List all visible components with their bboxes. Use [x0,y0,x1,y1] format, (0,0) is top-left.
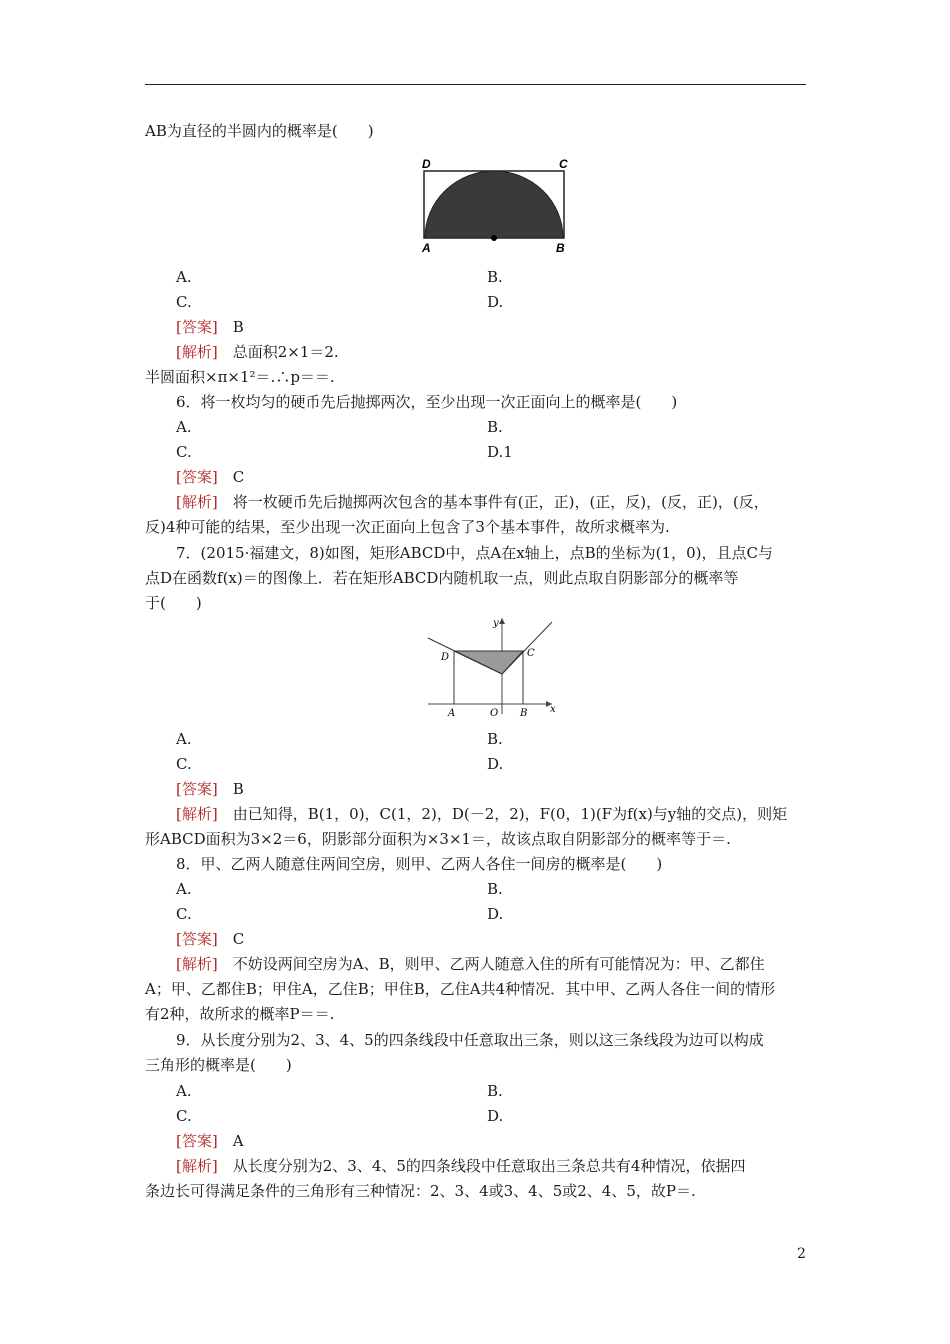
header-rule [145,84,806,85]
analysis-text: 由已知得，B(1，0)，C(1，2)，D(－2，2)，F(0，1)(F为f(x)与y轴的交点)，则矩 [232,805,788,823]
label-y: y [493,618,499,629]
analysis-tag: [解析] [176,955,218,973]
analysis-text: 不妨设两间空房为A、B，则甲、乙两人随意入住的所有可能情况为：甲、乙都住 [232,955,765,973]
answer-tag: [答案] [176,780,218,798]
q8-option-a: A. [176,880,192,898]
q8-analysis-line-2: A；甲、乙都住B；甲住A，乙住B；甲住B，乙住A共4种情况．其中甲、乙两人各住一间的情形 [145,980,776,998]
label-a: A [448,708,456,718]
q9-analysis [176,1156,745,1176]
analysis-tag: [解析] [176,493,218,511]
answer-tag: [答案] [176,930,218,948]
label-c: C [559,157,568,171]
q7-analysis-line-2: 形ABCD面积为3×2＝6，阴影部分面积为×3×1＝，故该点取自阴影部分的概率等于＝. [145,830,731,848]
semicircle-shaded [425,171,563,238]
q8-option-b: B. [487,880,503,898]
page-number: 2 [797,1246,806,1262]
answer-value: B [232,780,244,798]
q7-analysis [176,804,787,824]
q7-answer [176,779,244,799]
q9-option-b: B. [487,1082,503,1100]
q6-answer [176,467,244,487]
q9-option-d: D. [487,1107,504,1125]
q7-figure [420,614,560,718]
q9-analysis-line-2: 条边长可得满足条件的三角形有三种情况：2、3、4或3、4、5或2、4、5，故P＝. [145,1182,696,1200]
answer-value: C [232,468,245,486]
q7-stem-line-3: 于( ) [145,594,202,612]
q5-answer [176,317,244,337]
q7-stem-line-2: 点D在函数f(x)＝的图像上．若在矩形ABCD内随机取一点，则此点取自阴影部分的概率等 [145,569,739,587]
q7-option-c: C. [176,755,192,773]
q6-option-b: B. [487,418,503,436]
label-o: O [490,708,499,718]
q9-stem-line-1: 9．从长度分别为2、3、4、5的四条线段中任意取出三条，则以这三条线段为边可以构成 [176,1031,764,1049]
q9-answer [176,1131,244,1151]
label-d: D [441,652,450,663]
q8-analysis [176,954,765,974]
analysis-text: 从长度分别为2、3、4、5的四条线段中任意取出三条总共有4种情况，依据四 [232,1157,746,1175]
q9-option-a: A. [176,1082,192,1100]
q6-analysis [176,492,769,512]
q7-stem-line-1: 7．(2015·福建文，8)如图，矩形ABCD中，点A在x轴上，点B的坐标为(1，0)，且点C与 [176,544,773,562]
answer-value: B [232,318,244,336]
analysis-tag: [解析] [176,1157,218,1175]
answer-value: A [232,1132,244,1150]
q7-option-b: B. [487,730,503,748]
analysis-tag: [解析] [176,343,218,361]
q5-stem: AB为直径的半圆内的概率是( ) [145,122,374,140]
q8-option-c: C. [176,905,192,923]
analysis-tag: [解析] [176,805,218,823]
q5-analysis-line-2: 半圆面积×π×1²＝.∴p＝＝. [145,368,335,386]
q5-option-c: C. [176,293,192,311]
label-c: C [527,648,535,659]
q8-option-d: D. [487,905,504,923]
q8-stem: 8．甲、乙两人随意住两间空房，则甲、乙两人各住一间房的概率是( ) [176,855,663,873]
q6-option-a: A. [176,418,192,436]
analysis-text: 总面积2×1＝2. [232,343,339,361]
center-point [491,235,497,241]
q5-option-b: B. [487,268,503,286]
label-b: B [520,708,528,718]
answer-value: C [232,930,245,948]
q9-stem-line-2: 三角形的概率是( ) [145,1056,292,1074]
q8-answer [176,929,244,949]
q6-analysis-line-2: 反)4种可能的结果，至少出现一次正面向上包含了3个基本事件，故所求概率为. [145,518,670,536]
label-x: x [550,704,556,715]
q7-option-d: D. [487,755,504,773]
q8-analysis-line-3: 有2种，故所求的概率P＝＝. [145,1005,335,1023]
q5-option-a: A. [176,268,192,286]
label-a: A [422,241,431,255]
answer-tag: [答案] [176,318,218,336]
answer-tag: [答案] [176,1132,218,1150]
q5-option-d: D. [487,293,504,311]
q6-option-c: C. [176,443,192,461]
q5-figure [412,154,576,256]
analysis-text: 将一枚硬币先后抛掷两次包含的基本事件有(正，正)，(正，反)，(反，正)，(反， [232,493,769,511]
q6-option-d: D.1 [487,443,513,461]
q6-stem: 6．将一枚均匀的硬币先后抛掷两次，至少出现一次正面向上的概率是( ) [176,393,678,411]
y-axis-arrow-icon [499,618,505,624]
label-b: B [556,241,565,255]
label-d: D [422,157,431,171]
answer-tag: [答案] [176,468,218,486]
q7-option-a: A. [176,730,192,748]
q5-analysis [176,342,339,362]
q9-option-c: C. [176,1107,192,1125]
